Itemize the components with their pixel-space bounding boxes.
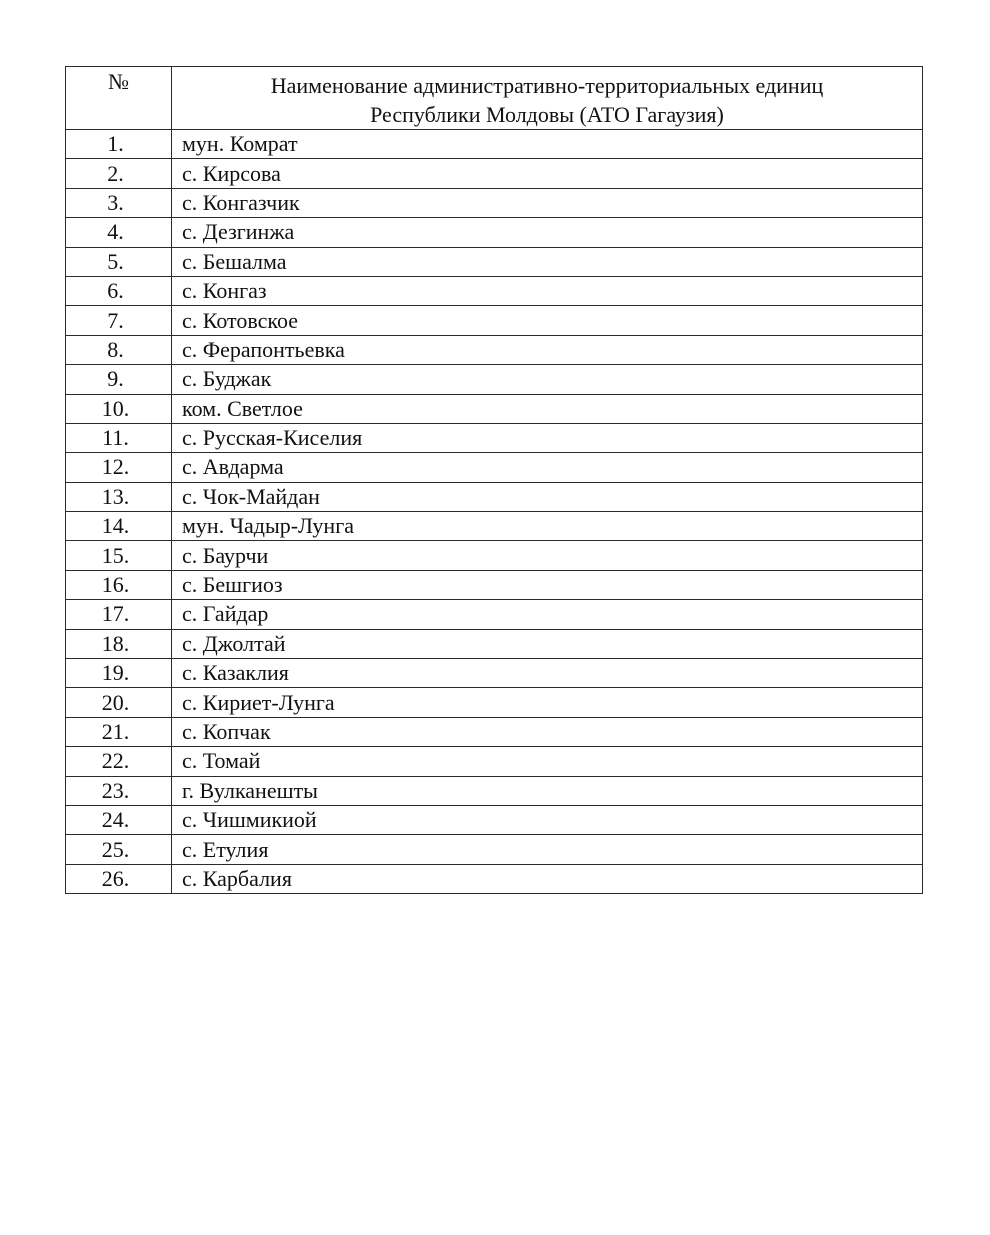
row-unit-name: с. Чишмикиой	[172, 805, 923, 834]
table-row	[66, 159, 923, 188]
row-number: 18.	[66, 629, 172, 658]
table-row	[66, 688, 923, 717]
row-unit-name: с. Казаклия	[172, 659, 923, 688]
row-number: 8.	[66, 335, 172, 364]
table-row	[66, 365, 923, 394]
table-header-row	[66, 67, 923, 130]
table-row	[66, 835, 923, 864]
table-row	[66, 306, 923, 335]
row-unit-name: с. Конгазчик	[172, 188, 923, 217]
row-unit-name: с. Карбалия	[172, 864, 923, 893]
header-name	[172, 67, 923, 130]
row-unit-name: с. Джолтай	[172, 629, 923, 658]
row-number: 21.	[66, 717, 172, 746]
row-unit-name: мун. Комрат	[172, 130, 923, 159]
row-unit-name: с. Кириет-Лунга	[172, 688, 923, 717]
header-name-line-2: Республики Молдовы (АТО Гагаузия)	[370, 102, 724, 127]
table-row	[66, 188, 923, 217]
row-number: 12.	[66, 453, 172, 482]
row-number: 5.	[66, 247, 172, 276]
table-row	[66, 423, 923, 452]
header-number: №	[66, 67, 172, 130]
row-unit-name: с. Бешалма	[172, 247, 923, 276]
table-row	[66, 570, 923, 599]
row-number: 14.	[66, 512, 172, 541]
row-number: 13.	[66, 482, 172, 511]
row-unit-name: с. Бешгиоз	[172, 570, 923, 599]
table-row	[66, 247, 923, 276]
row-unit-name: г. Вулканешты	[172, 776, 923, 805]
row-number: 25.	[66, 835, 172, 864]
table-row	[66, 629, 923, 658]
row-unit-name: с. Гайдар	[172, 600, 923, 629]
row-number: 22.	[66, 747, 172, 776]
row-number: 20.	[66, 688, 172, 717]
row-unit-name: с. Буджак	[172, 365, 923, 394]
row-number: 1.	[66, 130, 172, 159]
table-row	[66, 453, 923, 482]
table-row	[66, 512, 923, 541]
table-row	[66, 864, 923, 893]
row-unit-name: с. Русская-Киселия	[172, 423, 923, 452]
row-unit-name: мун. Чадыр-Лунга	[172, 512, 923, 541]
row-unit-name: с. Котовское	[172, 306, 923, 335]
units-table	[65, 66, 923, 894]
table-row	[66, 805, 923, 834]
row-number: 15.	[66, 541, 172, 570]
row-unit-name: ком. Светлое	[172, 394, 923, 423]
table-row	[66, 394, 923, 423]
row-number: 9.	[66, 365, 172, 394]
table-row	[66, 541, 923, 570]
header-name-line-1: Наименование административно-территориальных единиц	[270, 73, 824, 98]
row-number: 4.	[66, 218, 172, 247]
row-number: 7.	[66, 306, 172, 335]
row-number: 2.	[66, 159, 172, 188]
table-row	[66, 600, 923, 629]
table-row	[66, 717, 923, 746]
table-row	[66, 482, 923, 511]
row-number: 16.	[66, 570, 172, 599]
table-row	[66, 335, 923, 364]
row-unit-name: с. Конгаз	[172, 276, 923, 305]
table-row	[66, 130, 923, 159]
row-unit-name: с. Томай	[172, 747, 923, 776]
row-unit-name: с. Авдарма	[172, 453, 923, 482]
table-body	[66, 130, 923, 894]
row-number: 10.	[66, 394, 172, 423]
table-row	[66, 659, 923, 688]
row-unit-name: с. Етулия	[172, 835, 923, 864]
table-row	[66, 276, 923, 305]
row-number: 23.	[66, 776, 172, 805]
row-unit-name: с. Ферапонтьевка	[172, 335, 923, 364]
row-number: 26.	[66, 864, 172, 893]
row-unit-name: с. Баурчи	[172, 541, 923, 570]
row-number: 3.	[66, 188, 172, 217]
row-unit-name: с. Копчак	[172, 717, 923, 746]
row-number: 11.	[66, 423, 172, 452]
table-row	[66, 747, 923, 776]
row-number: 17.	[66, 600, 172, 629]
row-unit-name: с. Дезгинжа	[172, 218, 923, 247]
table-row	[66, 776, 923, 805]
row-number: 6.	[66, 276, 172, 305]
row-unit-name: с. Кирсова	[172, 159, 923, 188]
row-number: 19.	[66, 659, 172, 688]
row-unit-name: с. Чок-Майдан	[172, 482, 923, 511]
table-row	[66, 218, 923, 247]
row-number: 24.	[66, 805, 172, 834]
